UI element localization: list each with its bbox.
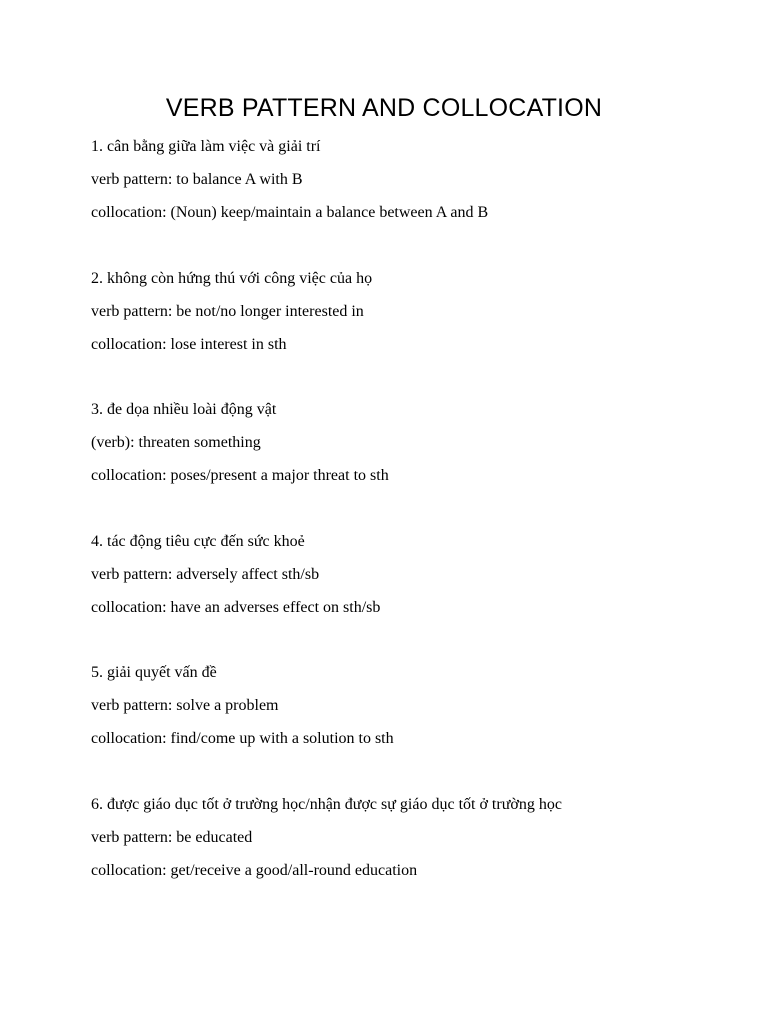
entry-2 (91, 267, 751, 366)
entry-heading: 3. đe dọa nhiều loài động vật (91, 401, 277, 418)
page-title: VERB PATTERN AND COLLOCATION (165, 94, 603, 122)
entry-3 (91, 398, 751, 497)
entry-heading: 1. cân bằng giữa làm việc và giải trí (91, 138, 321, 155)
entry-1 (91, 135, 751, 234)
entry-collocation: collocation: lose interest in sth (91, 335, 287, 353)
entry-verb-pattern: verb pattern: solve a problem (91, 697, 279, 714)
entry-collocation: collocation: have an adverses effect on sth/sb (91, 598, 381, 616)
entry-collocation: collocation: find/come up with a solution to sth (91, 730, 394, 747)
entry-list (91, 135, 751, 924)
entry-verb-pattern: verb pattern: to balance A with B (91, 171, 303, 188)
entry-6 (91, 793, 751, 892)
entry-4 (91, 530, 751, 629)
entry-verb-pattern: verb pattern: be educated (91, 828, 253, 846)
entry-heading: 2. không còn hứng thú với công việc của họ (91, 269, 373, 287)
entry-collocation: collocation: (Noun) keep/maintain a balance between A and B (91, 204, 489, 221)
entry-collocation: collocation: get/receive a good/all-round education (91, 861, 418, 879)
entry-5 (91, 661, 751, 760)
entry-verb-pattern: verb pattern: be not/no longer interested in (91, 302, 364, 320)
entry-heading: 6. được giáo dục tốt ở trường học/nhận được sự giáo dục tốt ở trường học (91, 795, 562, 813)
entry-heading: 5. giải quyết vấn đề (91, 664, 217, 681)
entry-verb-pattern: (verb): threaten something (91, 434, 261, 451)
entry-collocation: collocation: poses/present a major threat to sth (91, 467, 389, 484)
entry-verb-pattern: verb pattern: adversely affect sth/sb (91, 565, 320, 583)
entry-heading: 4. tác động tiêu cực đến sức khoẻ (91, 532, 305, 550)
